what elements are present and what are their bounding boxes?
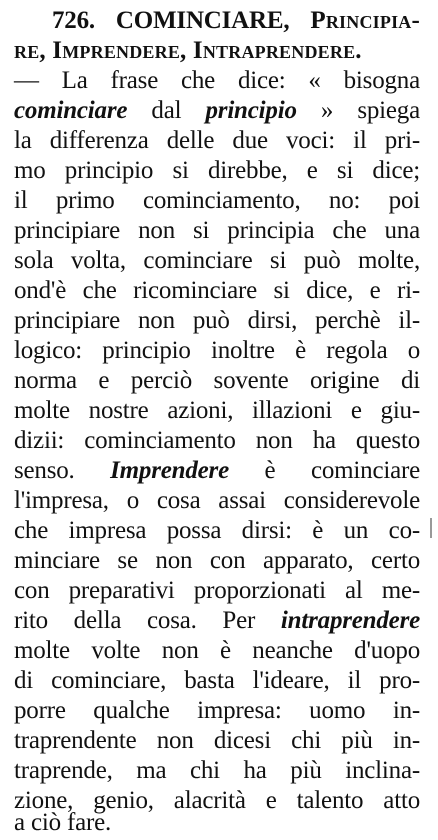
text-line-16: senso. Imprendere è cominciare (14, 457, 421, 484)
entry-headword: COMINCIARE, (115, 7, 290, 34)
text-line-25: traprendente non dicesi chi più in- (14, 727, 420, 754)
text-line-21: rito della cosa. Per intraprendere (14, 607, 420, 634)
text-line-23: di cominciare, basta l'ideare, il pro- (14, 667, 420, 694)
text-line-4: cominciare dal principio » spiega (14, 97, 420, 124)
emphasis-cominciare: cominciare (14, 97, 128, 124)
entry-synonyms: re, Imprendere, Intraprendere. (14, 37, 362, 64)
text-line-5: la differenza delle due voci: il pri- (14, 127, 420, 154)
emphasis-intraprendere: intraprendere (280, 607, 420, 634)
entry-header-line-2 (14, 34, 420, 68)
text-line-11: principiare non può dirsi, perchè il- (14, 307, 420, 334)
text-line-20: con preparativi proporzionati al me- (14, 577, 420, 604)
text-line-27: zione, genio, alacrità e talento atto (14, 787, 420, 814)
text-line-3: — La frase che dice: « bisogna (14, 67, 420, 94)
text-line-18: che impresa possa dirsi: è un co- (14, 517, 420, 544)
text-line-13: norma e perciò sovente origine di (14, 367, 420, 394)
text-line-28: a ciò fare. (14, 809, 112, 836)
margin-mark (430, 518, 432, 538)
text-line-19: minciare se non con apparato, certo (14, 547, 420, 574)
entry-header-line-1 (52, 4, 420, 38)
text-line-24: porre qualche impresa: uomo in- (14, 697, 420, 724)
emphasis-principio: principio (205, 97, 297, 124)
text-line-17: l'impresa, o cosa assai considerevole (14, 487, 420, 514)
text-line-14: molte nostre azioni, illazioni e giu- (14, 397, 420, 424)
text-line-12: logico: principio inoltre è regola o (14, 337, 420, 364)
text-line-8: principiare non si principia che una (14, 217, 420, 244)
text-line-26: traprende, ma chi ha più inclina- (14, 757, 420, 784)
text-line-7: il primo cominciamento, no: poi (14, 187, 420, 214)
text-line-9: sola volta, cominciare si può molte, (14, 247, 420, 274)
text-line-15: dizii: cominciamento non ha questo (14, 427, 420, 454)
entry-number: 726. (52, 7, 95, 34)
entry-synonym: Principia- (310, 7, 420, 34)
emphasis-imprendere: Imprendere (110, 457, 229, 484)
text-line-6: mo principio si direbbe, e si dice; (14, 157, 420, 184)
text-line-10: ond'è che ricominciare si dice, e ri- (14, 277, 420, 304)
text-line-22: molte volte non è neanche d'uopo (14, 637, 420, 664)
